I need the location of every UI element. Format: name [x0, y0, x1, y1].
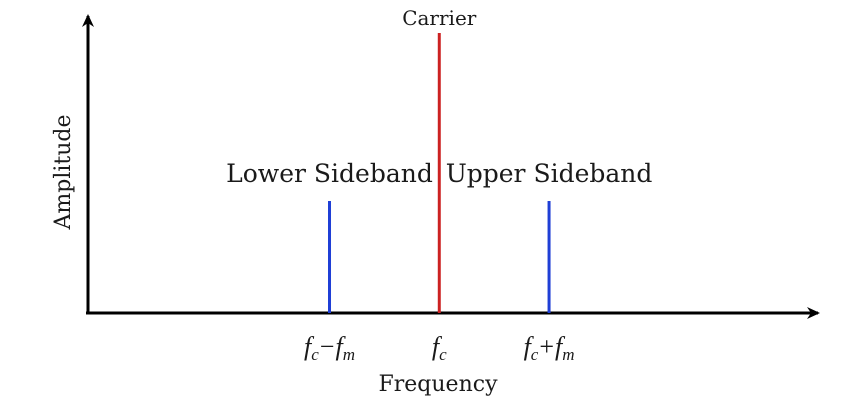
- x-axis-label: Frequency: [378, 372, 498, 397]
- carrier-label: Carrier: [402, 6, 477, 30]
- upper-sideband-label: Upper Sideband: [445, 159, 653, 188]
- upper-sideband-tick-label: fc+fm: [523, 332, 575, 364]
- frequency-tick-labels: [304, 332, 575, 364]
- lower-sideband-tick-label: fc−fm: [304, 332, 355, 364]
- y-axis-label: Amplitude: [51, 114, 76, 230]
- carrier-tick-label: fc: [431, 332, 447, 364]
- lower-sideband-label: Lower Sideband: [226, 159, 433, 188]
